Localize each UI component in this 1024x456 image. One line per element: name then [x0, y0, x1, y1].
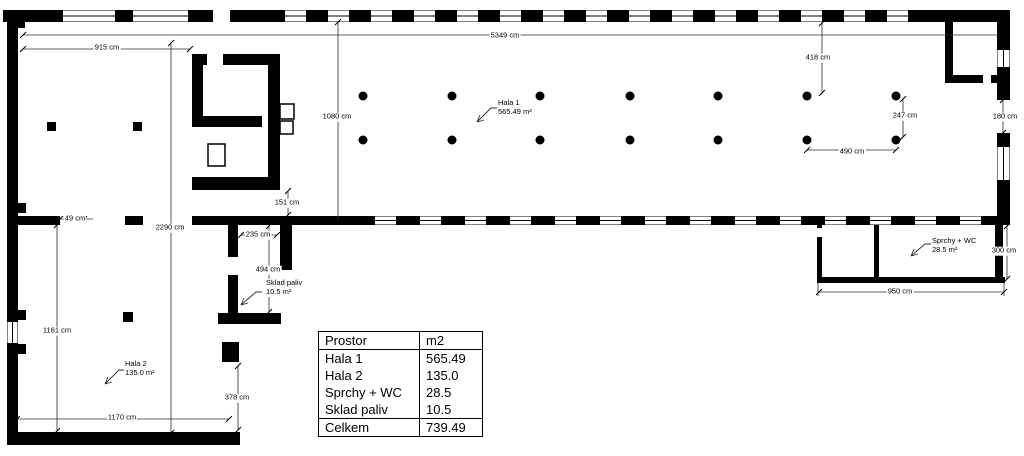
windows: [8, 11, 1010, 344]
table-row: [319, 367, 483, 384]
dim-label-247: 247 cm: [892, 110, 918, 120]
column: [448, 136, 457, 145]
area-table: [318, 331, 483, 437]
column: [714, 92, 723, 101]
dim-label-1080: 1080 cm: [322, 111, 352, 121]
room-area: 10.5 m²: [266, 286, 292, 296]
table-row: [319, 401, 483, 419]
table-header-prostor: Prostor: [319, 332, 420, 350]
column: [536, 92, 545, 101]
window-openings: [8, 11, 1010, 344]
column: [626, 92, 635, 101]
column: [714, 136, 723, 145]
table-row: [319, 350, 483, 368]
column: [359, 136, 368, 145]
column: [359, 92, 368, 101]
room-name: Hala 1: [498, 98, 520, 107]
room-label-sprchy: [931, 237, 977, 255]
dim-label-2290: 2290 cm: [155, 222, 185, 232]
dim-label-235: 235 cm: [245, 229, 271, 239]
table-cell-area: 565.49: [420, 350, 483, 368]
room-label-hala1: [497, 99, 533, 117]
room-name: Sprchy + WC: [932, 236, 977, 245]
table-total-row: [319, 419, 483, 437]
dim-label-490: 490 cm: [839, 146, 865, 156]
dim-label-418: 418 cm: [805, 52, 831, 62]
table-cell-room: Sklad paliv: [325, 402, 388, 417]
window-glazing-lines: [13, 16, 1004, 343]
dim-label-49: 49 cm: [64, 213, 86, 223]
column: [892, 136, 901, 145]
wall-boxes: [208, 104, 294, 166]
dim-label-1170: 1170 cm: [107, 412, 137, 422]
dim-label-950: 950 cm: [887, 286, 913, 296]
table-header-m2: m2: [420, 332, 483, 350]
dim-label-151: 151 cm: [274, 197, 300, 207]
column: [536, 136, 545, 145]
table-cell-room: Hala 2: [325, 368, 363, 383]
room-label-sklad: [265, 279, 303, 297]
column: [448, 92, 457, 101]
dim-label-180: 180 cm: [992, 111, 1018, 121]
room-name: Hala 2: [125, 359, 147, 368]
dim-label-494: 494 cm: [255, 264, 281, 274]
column: [892, 92, 901, 101]
room-area: 28.5 m²: [932, 244, 958, 254]
dim-label-378: 378 cm: [224, 392, 250, 402]
table-row: [319, 384, 483, 401]
columns: [359, 92, 901, 145]
table-cell-room: Sprchy + WC: [325, 385, 402, 400]
table-cell-room: Hala 1: [325, 351, 363, 366]
table-cell-area: 10.5: [420, 401, 483, 419]
room-name: Sklad paliv: [266, 278, 303, 287]
column: [803, 136, 812, 145]
dim-label-1161: 1161 cm: [42, 325, 72, 335]
table-cell-area: 28.5: [420, 384, 483, 401]
table-cell-total-value: 739.49: [420, 419, 483, 437]
table-cell-total-label: Celkem: [319, 419, 420, 437]
dim-label-300: 300 cm: [991, 245, 1017, 255]
dim-label-915: 915 cm: [94, 42, 120, 52]
column: [803, 92, 812, 101]
table-cell-area: 135.0: [420, 367, 483, 384]
table-header-row: [319, 332, 483, 350]
room-label-hala2: [124, 360, 156, 378]
dim-label-5349: 5349 cm: [490, 30, 520, 40]
room-area: 565.49 m²: [498, 106, 532, 116]
column: [626, 136, 635, 145]
room-area: 135.0 m²: [125, 367, 155, 377]
